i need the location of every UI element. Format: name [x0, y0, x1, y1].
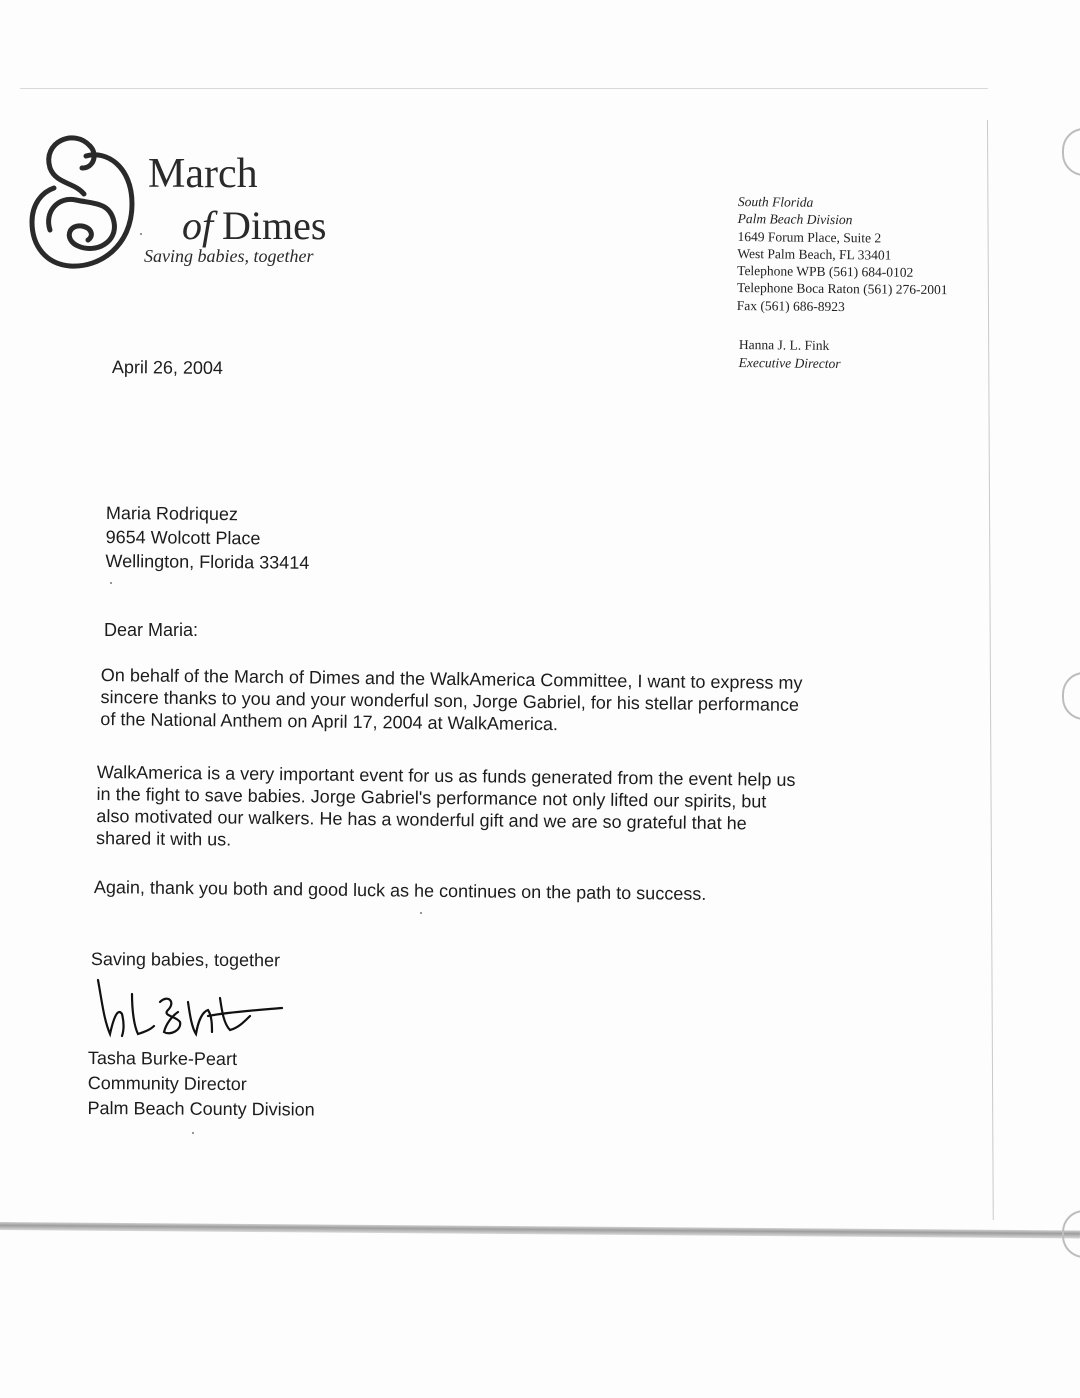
paragraph-2 [96, 761, 796, 857]
executive-director-title: Executive Director [738, 354, 841, 372]
paragraph-line: also motivated our walkers. He has a wonderful gift and we are so grateful that he [96, 805, 747, 834]
recipient-name: Maria Rodriquez [105, 502, 239, 525]
page-edge-bottom [0, 1222, 1080, 1238]
letterhead-fax: Fax (561) 686-8923 [736, 297, 845, 314]
letterhead-region: South Florida [737, 193, 814, 210]
salutation: Dear Maria: [104, 620, 199, 640]
signer-block [87, 1046, 315, 1123]
executive-director-block [739, 336, 841, 373]
letterhead-city: West Palm Beach, FL 33401 [737, 245, 892, 263]
letter-date: April 26, 2004 [111, 357, 224, 378]
logo-name-march: March [148, 151, 258, 197]
signer-division: Palm Beach County Division [87, 1097, 315, 1120]
recipient-city: Wellington, Florida 33414 [105, 550, 310, 573]
logo-tagline: Saving babies, together [144, 246, 314, 266]
binder-hole-icon [1062, 128, 1080, 176]
executive-director-name: Hanna J. L. Fink [738, 336, 830, 353]
recipient-address [105, 501, 309, 575]
logo-name-of: of [182, 203, 214, 248]
mother-child-logo-icon [24, 130, 144, 280]
scan-speck [140, 233, 142, 235]
closing: Saving babies, together [90, 949, 281, 971]
paragraph-line: On behalf of the March of Dimes and the WalkAmerica Committee, I want to express my [100, 664, 803, 693]
paragraph-line: in the fight to save babies. Jorge Gabriel's performance not only lifted our spirits, but [96, 783, 767, 812]
paragraph-1 [100, 664, 802, 738]
letterhead-address-block [737, 193, 988, 317]
binder-hole-icon [1062, 1210, 1080, 1258]
paragraph-line: of the National Anthem on April 17, 2004 at WalkAmerica. [100, 708, 559, 735]
recipient-street: 9654 Wolcott Place [105, 526, 261, 549]
paragraph-3: Again, thank you both and good luck as he continues on the path to success. [93, 877, 707, 904]
signer-title: Community Director [87, 1072, 247, 1095]
page-edge-right [987, 120, 994, 1220]
letterhead-division: Palm Beach Division [737, 211, 853, 228]
scan-speck [110, 582, 112, 584]
paragraph-line: WalkAmerica is a very important event for us as funds generated from the event help us [96, 761, 796, 790]
march-of-dimes-logo [24, 130, 364, 280]
logo-name-dimes: Dimes [222, 203, 327, 248]
handwritten-signature [88, 972, 288, 1048]
scan-speck [192, 1132, 194, 1134]
scan-speck [420, 912, 422, 914]
signer-name: Tasha Burke-Peart [87, 1048, 238, 1070]
letterhead-phone-boca: Telephone Boca Raton (561) 276-2001 [736, 280, 948, 298]
paragraph-line: sincere thanks to you and your wonderful son, Jorge Gabriel, for his stellar performance [100, 686, 800, 715]
paragraph-line: shared it with us. [96, 827, 232, 850]
letterhead-street: 1649 Forum Place, Suite 2 [737, 228, 882, 246]
binder-hole-icon [1062, 672, 1080, 720]
letterhead-phone-wpb: Telephone WPB (561) 684-0102 [737, 263, 914, 281]
page-edge-top [20, 88, 988, 89]
